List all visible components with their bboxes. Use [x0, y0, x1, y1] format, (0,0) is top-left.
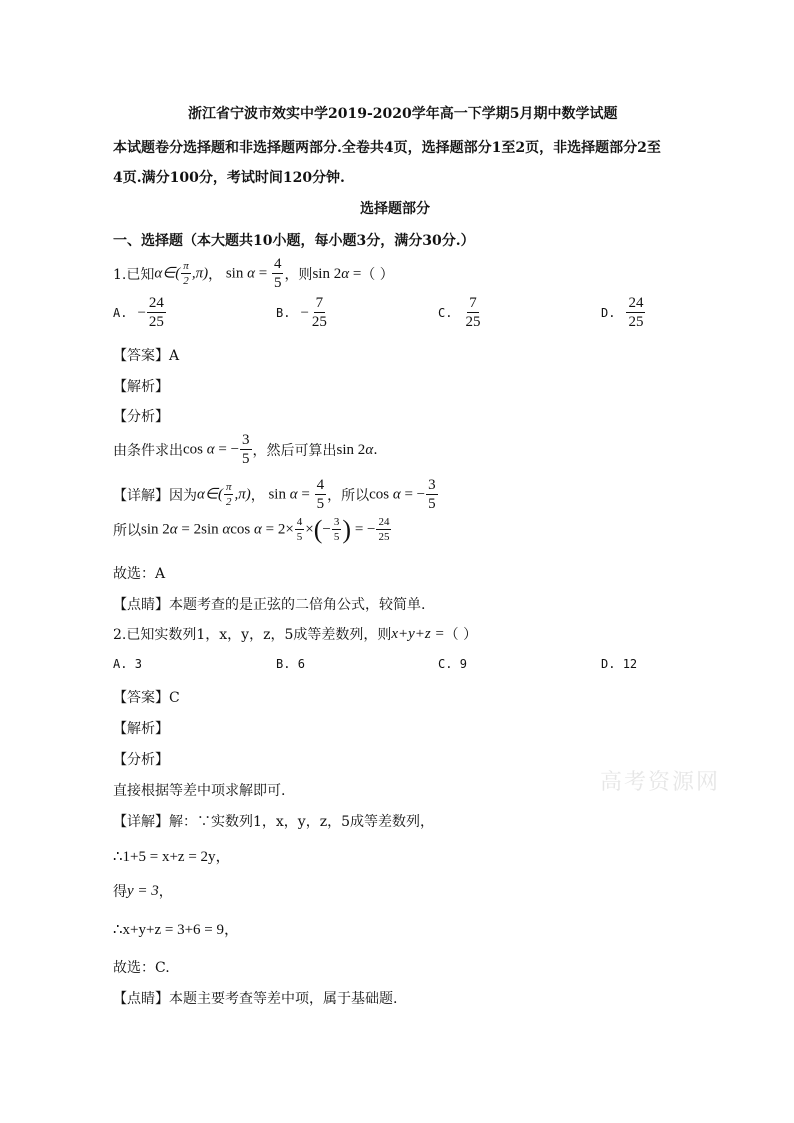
q1-comment: 【点睛】本题考查的是正弦的二倍角公式，较简单. — [113, 597, 426, 613]
q2-option-c: C. 9 — [438, 657, 467, 671]
q1-fenxi: 【分析】 — [113, 409, 169, 425]
q2-conclusion: 故选：C. — [113, 960, 170, 976]
document-title: 浙江省宁波市效实中学2019-2020学年高一下学期5月期中数学试题 — [188, 106, 618, 122]
detail-text: 所以 — [113, 523, 141, 539]
section-heading: 选择题部分 — [360, 201, 430, 217]
watermark: 高考资源网 — [600, 770, 721, 795]
q2-option-a: A. 3 — [113, 657, 142, 671]
q2-stem-end: （ ） — [444, 627, 478, 643]
q2-detail: 【详解】解：∵实数列1，x，y，z，5成等差数列， — [113, 814, 434, 830]
q2-analysis: 直接根据等差中项求解即可. — [113, 783, 286, 799]
option-fraction: $\frac{7}{25}$ — [311, 295, 327, 330]
intro-line-1: 本试题卷分选择题和非选择题两部分.全卷共4页，选择题部分1至2页，非选择题部分2至 — [113, 140, 661, 156]
option-sign: − — [300, 304, 309, 321]
q1-sin-2alpha-ref: sin 2α — [336, 441, 374, 458]
option-fraction: $\frac{24}{25}$ — [628, 295, 644, 330]
q2-option-b: B. 6 — [276, 657, 305, 671]
q2-fenxi: 【分析】 — [113, 752, 169, 768]
q1-analysis — [113, 433, 378, 467]
q1-stem-end: （ ） — [361, 267, 394, 283]
intro-line-2: 4页.满分100分，考试时间120分钟. — [113, 170, 345, 186]
q1-answer: 【答案】A — [113, 348, 180, 364]
q1-detail-sin: sin α = $\frac{4}{5}$ — [264, 477, 325, 512]
detail-text: ，所以 — [327, 488, 370, 504]
q2-answer: 【答案】C — [113, 690, 180, 706]
q1-jiexi: 【解析】 — [113, 379, 169, 395]
q1-option-d — [601, 296, 646, 330]
q1-detail-cos: cos α = − $\frac{3}{5}$ — [369, 477, 436, 512]
option-fraction: $\frac{7}{25}$ — [465, 295, 481, 330]
q1-stem-then: ，则 — [284, 267, 313, 283]
q2-jiexi: 【解析】 — [113, 721, 169, 737]
option-sign: − — [137, 304, 146, 321]
q1-option-a — [113, 296, 167, 330]
q1-option-c — [438, 296, 483, 330]
q2-step-2 — [113, 881, 173, 901]
q2-step2-equation: y = 3 — [127, 882, 159, 899]
q1-option-b — [276, 296, 330, 330]
option-label: C. — [438, 306, 453, 320]
q2-stem-text: 2.已知实数列1，x，y，z，5成等差数列，则 — [113, 627, 392, 643]
q1-sin-alpha: sin α = $\frac{4}{5}$ — [222, 256, 282, 291]
q2-step2-end: ， — [158, 884, 173, 900]
option-label: B. — [276, 306, 291, 320]
q1-stem-sep: ， — [208, 267, 223, 283]
q1-detail-interval: α∈( $\frac{\pi}{2}$ ,π) — [197, 481, 251, 508]
q1-alpha-in-interval: α∈( $\frac{\pi}{2}$ ,π) — [154, 260, 209, 287]
q2-stem — [113, 624, 477, 644]
q1-stem — [113, 257, 394, 291]
analysis-text: . — [373, 442, 378, 458]
q1-formula: sin 2α = 2sin αcos α = 2× $\frac{4}{5}$ ×(− $\frac{3}{5}$ ) = − $\frac{24}{25}$ — [141, 515, 390, 544]
q1-sin-2alpha: sin 2α = — [312, 265, 362, 282]
q1-computation — [113, 515, 392, 545]
q1-stem-prefix: 1.已知 — [113, 267, 155, 283]
q1-conclusion: 故选：A — [113, 566, 166, 582]
detail-text: 【详解】因为 — [113, 488, 197, 504]
q2-step-1: ∴1+5 = x+z = 2y， — [113, 849, 231, 865]
part-heading: 一、选择题（本大题共10小题，每小题3分，满分30分.） — [113, 233, 475, 249]
analysis-text: 由条件求出 — [113, 443, 183, 459]
q1-cos-alpha: cos α = − $\frac{3}{5}$ — [183, 432, 250, 467]
q2-comment: 【点睛】本题主要考查等差中项，属于基础题. — [113, 991, 398, 1007]
option-label: D. — [601, 306, 616, 320]
option-fraction: $\frac{24}{25}$ — [148, 295, 164, 330]
q2-sum-expression: x+y+z = — [391, 625, 445, 642]
detail-text: ， — [250, 488, 265, 504]
q2-step2-text: 得 — [113, 884, 127, 900]
q1-detail — [113, 478, 439, 512]
q2-step-3: ∴x+y+z = 3+6 = 9， — [113, 922, 239, 938]
option-label: A. — [113, 306, 128, 320]
analysis-text: ，然后可算出 — [252, 443, 337, 459]
q2-option-d: D. 12 — [601, 657, 638, 671]
